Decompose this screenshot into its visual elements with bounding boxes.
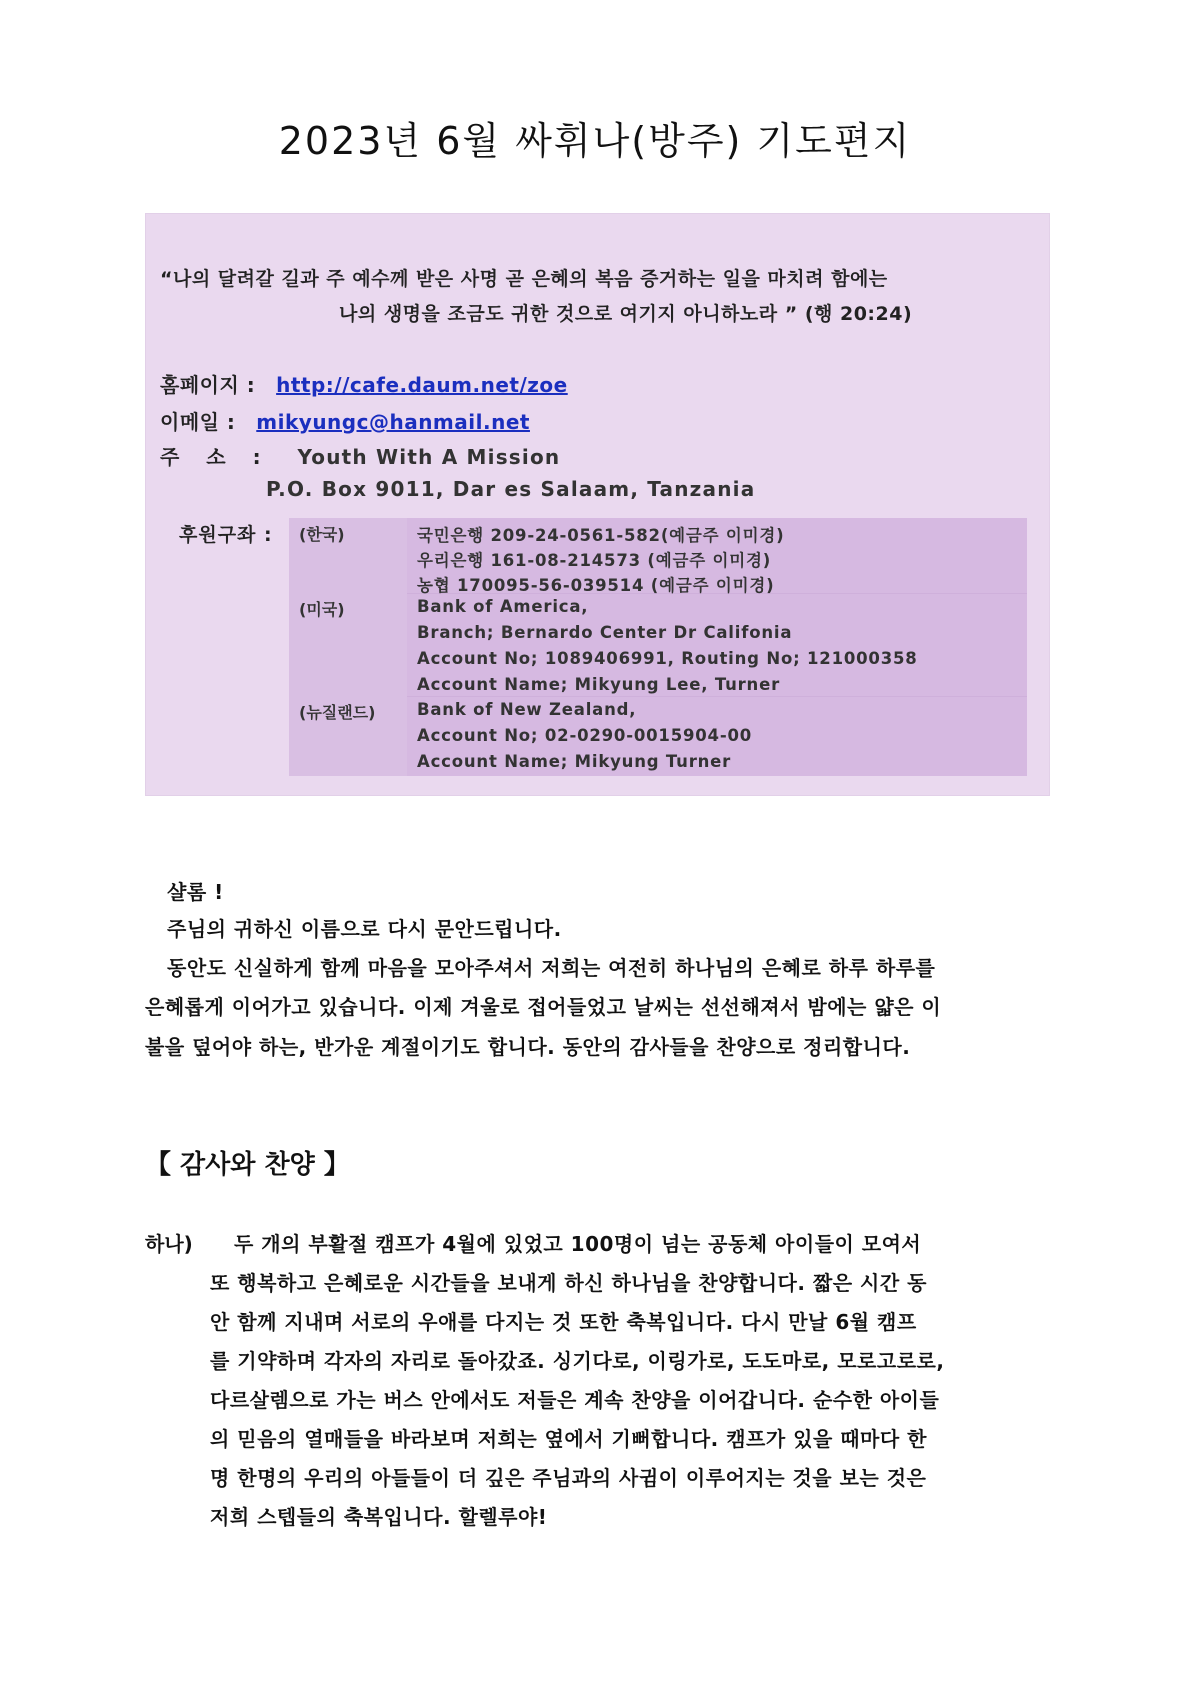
item-line: 안 함께 지내며 서로의 우애를 다지는 것 또한 축복입니다. 다시 만날 6월 캠프 xyxy=(210,1310,917,1334)
item-line: 두 개의 부활절 캠프가 4월에 있었고 100명이 넘는 공동체 아이들이 모여서 xyxy=(234,1232,922,1256)
email-link[interactable]: mikyungc@hanmail.net xyxy=(256,410,530,434)
address-label: 주 소 : xyxy=(160,445,271,469)
item-line: 를 기약하며 각자의 자리로 돌아갔죠. 싱기다로, 이링가로, 도도마로, 모로고로로, xyxy=(210,1349,945,1373)
account-line: Account No; 02-0290-0015904-00 xyxy=(417,726,753,745)
bible-verse-line-2: 나의 생명을 조금도 귀한 것으로 여기지 아니하노라 ” (행 20:24) xyxy=(339,303,913,325)
country-usa: (미국) xyxy=(299,600,345,619)
address-line-1: Youth With A Mission xyxy=(297,445,561,469)
info-box xyxy=(145,213,1050,796)
homepage-label: 홈페이지 : xyxy=(160,373,256,397)
item-line: 의 믿음의 열매들을 바라보며 저희는 옆에서 기뻐합니다. 캠프가 있을 때마다 한 xyxy=(210,1427,927,1451)
country-korea: (한국) xyxy=(299,525,345,544)
accounts-table xyxy=(289,518,1027,776)
account-line: Account Name; Mikyung Turner xyxy=(417,752,732,771)
greeting-line: 주님의 귀하신 이름으로 다시 문안드립니다. xyxy=(167,917,562,941)
account-line: 국민은행 209-24-0561-582(예금주 이미경) xyxy=(417,526,785,545)
account-line: Branch; Bernardo Center Dr Califonia xyxy=(417,623,793,642)
item-line: 다르살렘으로 가는 버스 안에서도 저들은 계속 찬양을 이어갑니다. 순수한 아이들 xyxy=(210,1388,940,1412)
item-line: 명 한명의 우리의 아들들이 더 깊은 주님과의 사귐이 이루어지는 것을 보는 것은 xyxy=(210,1466,927,1490)
country-new-zealand: (뉴질랜드) xyxy=(299,703,376,722)
account-line: Bank of New Zealand, xyxy=(417,700,637,719)
item-line: 또 행복하고 은혜로운 시간들을 보내게 하신 하나님을 찬양합니다. 짧은 시간 동 xyxy=(210,1271,927,1295)
account-line: Account Name; Mikyung Lee, Turner xyxy=(417,675,781,694)
item-line: 저희 스텝들의 축복입니다. 할렐루야! xyxy=(210,1505,548,1529)
greeting-shalom: 샬롬 ! xyxy=(167,880,224,904)
page-title: 2023년 6월 싸휘나(방주) 기도편지 xyxy=(278,119,912,163)
body-line: 은혜롭게 이어가고 있습니다. 이제 겨울로 접어들었고 날씨는 선선해져서 밤에는 얇은 이 xyxy=(145,995,942,1019)
address-row xyxy=(160,441,560,470)
account-line: Account No; 1089406991, Routing No; 121000358 xyxy=(417,649,918,668)
item-label: 하나) xyxy=(145,1232,193,1256)
homepage-link[interactable]: http://cafe.daum.net/zoe xyxy=(276,373,568,397)
address-line-2: P.O. Box 9011, Dar es Salaam, Tanzania xyxy=(266,477,756,501)
divider xyxy=(407,696,1027,697)
section-heading: 【 감사와 찬양 】 xyxy=(145,1150,350,1180)
account-line: 우리은행 161-08-214573 (예금주 이미경) xyxy=(417,551,772,570)
email-label: 이메일 : xyxy=(160,410,236,434)
body-line: 동안도 신실하게 함께 마음을 모아주셔서 저희는 여전히 하나님의 은혜로 하루 하루를 xyxy=(167,956,936,980)
homepage-row xyxy=(160,369,568,398)
email-row xyxy=(160,406,530,435)
account-line: Bank of America, xyxy=(417,597,589,616)
accounts-label: 후원구좌 : xyxy=(179,524,273,546)
bible-verse-line-1: “나의 달려갈 길과 주 예수께 받은 사명 곧 은혜의 복음 증거하는 일을 마치려 함에는 xyxy=(160,268,888,290)
body-line: 불을 덮어야 하는, 반가운 계절이기도 합니다. 동안의 감사들을 찬양으로 정리합니다. xyxy=(145,1035,911,1059)
account-line: 농협 170095-56-039514 (예금주 이미경) xyxy=(417,576,775,595)
